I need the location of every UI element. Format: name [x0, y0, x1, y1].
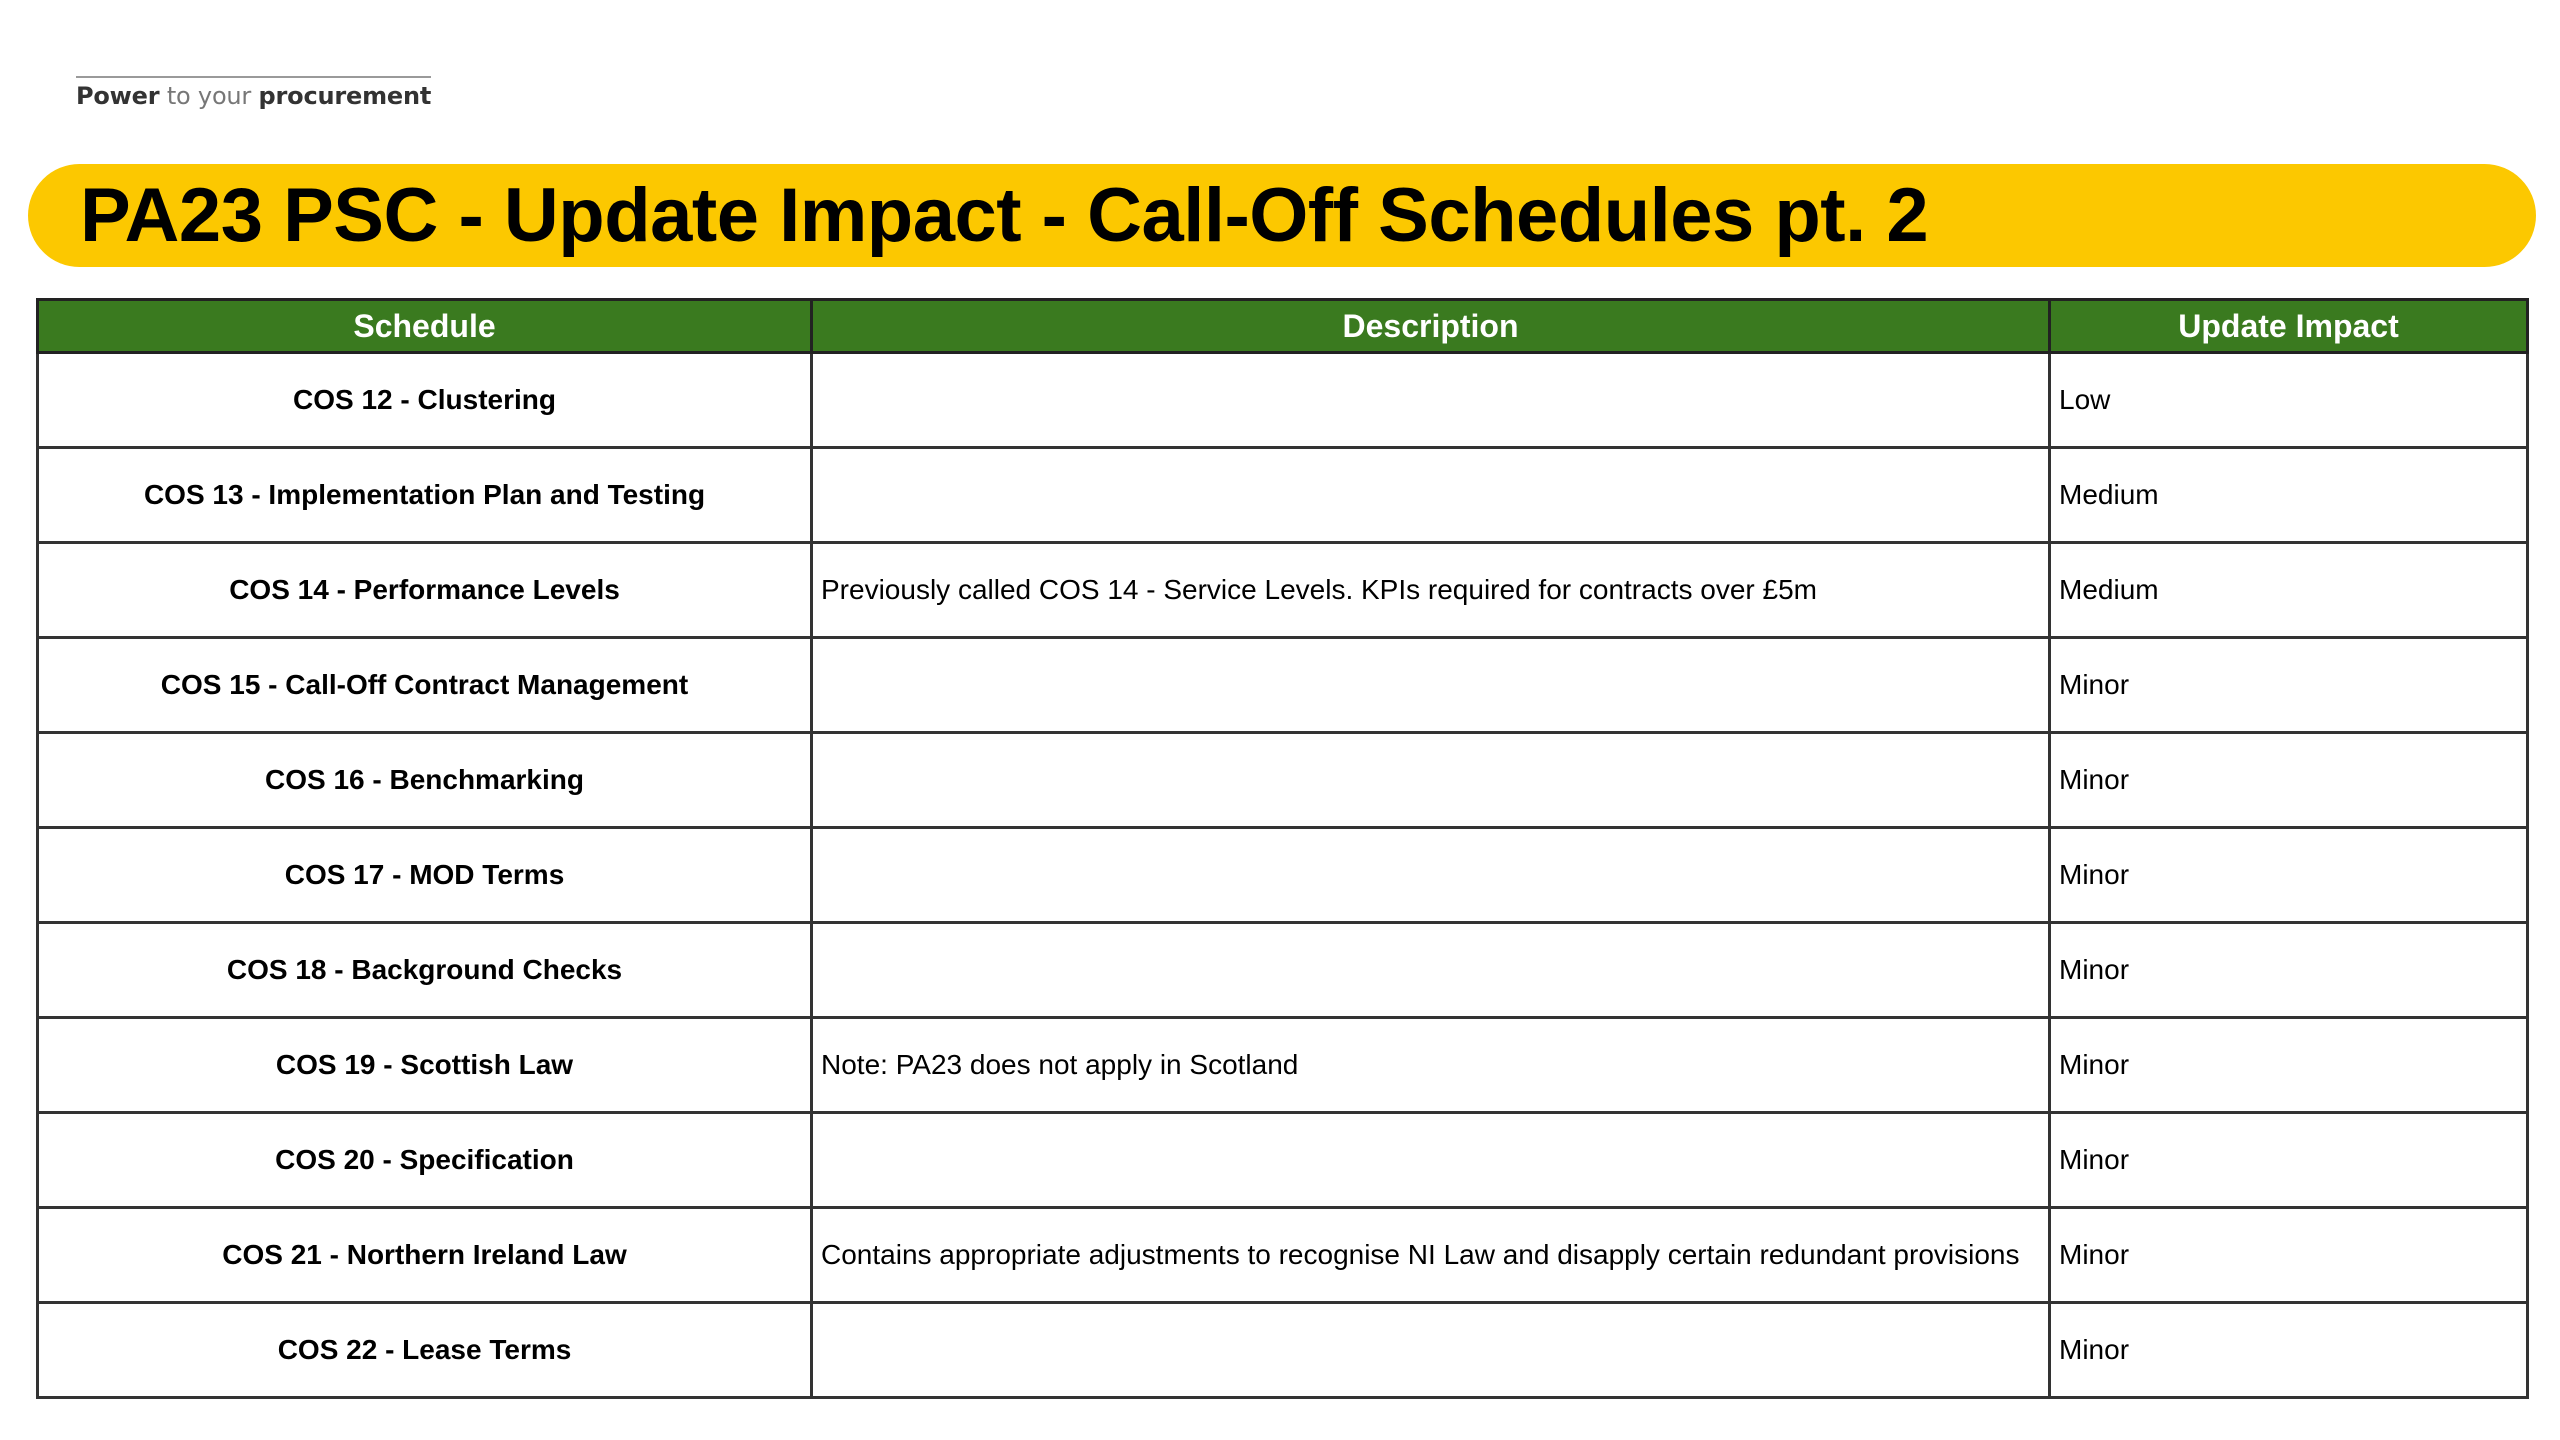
- header-description: Description: [812, 300, 2050, 353]
- table-row: [38, 1208, 2528, 1303]
- table-row: [38, 1113, 2528, 1208]
- table-row: [38, 1018, 2528, 1113]
- table-row: [38, 543, 2528, 638]
- table-header-row: [38, 300, 2528, 353]
- schedule-cell: COS 14 - Performance Levels: [38, 543, 812, 638]
- description-cell: [812, 1113, 2050, 1208]
- table-row: [38, 1303, 2528, 1398]
- description-cell: [812, 353, 2050, 448]
- description-cell: [812, 1303, 2050, 1398]
- description-cell: [812, 638, 2050, 733]
- schedule-cell: COS 15 - Call-Off Contract Management: [38, 638, 812, 733]
- brand-procurement: procurement: [258, 82, 432, 110]
- brand-power: Power: [76, 82, 160, 110]
- schedule-cell: COS 20 - Specification: [38, 1113, 812, 1208]
- brand-to-your: to your: [166, 82, 252, 110]
- impact-cell: Medium: [2050, 543, 2528, 638]
- description-cell: Contains appropriate adjustments to recognise NI Law and disapply certain redundant provisions: [812, 1208, 2050, 1303]
- schedule-cell: COS 16 - Benchmarking: [38, 733, 812, 828]
- schedule-cell: COS 21 - Northern Ireland Law: [38, 1208, 812, 1303]
- table-row: [38, 638, 2528, 733]
- schedule-cell: COS 12 - Clustering: [38, 353, 812, 448]
- impact-cell: Minor: [2050, 638, 2528, 733]
- impact-cell: Minor: [2050, 1303, 2528, 1398]
- table-row: [38, 448, 2528, 543]
- impact-cell: Medium: [2050, 448, 2528, 543]
- impact-cell: Minor: [2050, 1208, 2528, 1303]
- title-bar: [28, 164, 2536, 267]
- impact-cell: Minor: [2050, 1018, 2528, 1113]
- impact-cell: Minor: [2050, 733, 2528, 828]
- header-update-impact: Update Impact: [2050, 300, 2528, 353]
- description-cell: [812, 733, 2050, 828]
- table-row: [38, 923, 2528, 1018]
- table-row: [38, 353, 2528, 448]
- description-cell: Previously called COS 14 - Service Levels. KPIs required for contracts over £5m: [812, 543, 2050, 638]
- impact-cell: Minor: [2050, 923, 2528, 1018]
- schedule-table: [36, 298, 2529, 1399]
- table-row: [38, 733, 2528, 828]
- impact-cell: Minor: [2050, 828, 2528, 923]
- description-cell: [812, 828, 2050, 923]
- table-row: [38, 828, 2528, 923]
- header-schedule: Schedule: [38, 300, 812, 353]
- schedule-cell: COS 17 - MOD Terms: [38, 828, 812, 923]
- schedule-cell: COS 22 - Lease Terms: [38, 1303, 812, 1398]
- description-cell: [812, 923, 2050, 1018]
- schedule-cell: COS 19 - Scottish Law: [38, 1018, 812, 1113]
- impact-cell: Low: [2050, 353, 2528, 448]
- impact-cell: Minor: [2050, 1113, 2528, 1208]
- page-title: PA23 PSC - Update Impact - Call-Off Schedules pt. 2: [80, 173, 1929, 258]
- description-cell: [812, 448, 2050, 543]
- schedule-cell: COS 13 - Implementation Plan and Testing: [38, 448, 812, 543]
- description-cell: Note: PA23 does not apply in Scotland: [812, 1018, 2050, 1113]
- brand-tagline: [76, 76, 431, 110]
- schedule-cell: COS 18 - Background Checks: [38, 923, 812, 1018]
